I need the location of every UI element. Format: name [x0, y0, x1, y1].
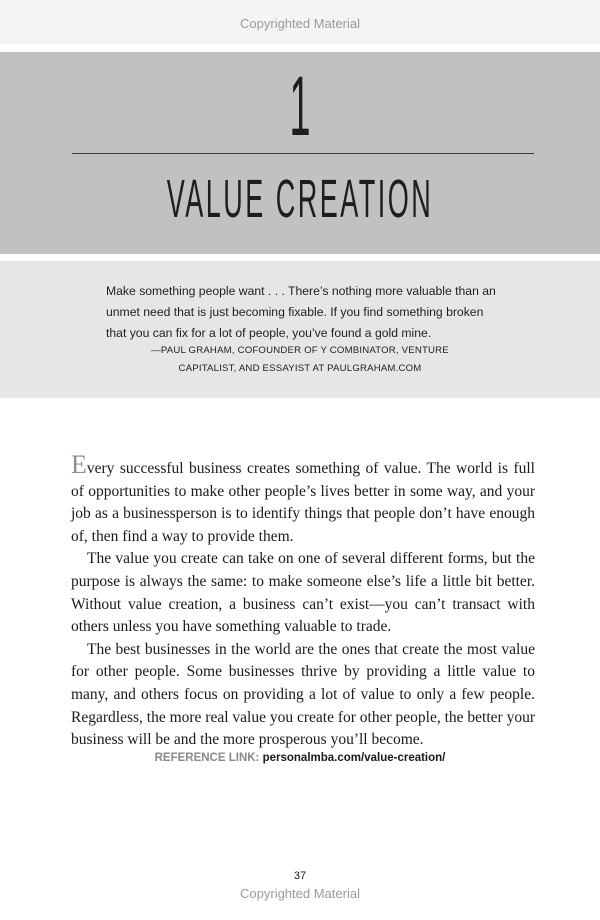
body-text	[71, 450, 535, 752]
attribution-line-1: —PAUL GRAHAM, COFOUNDER OF Y COMBINATOR, VENTURE	[151, 345, 449, 356]
chapter-divider	[72, 153, 534, 154]
paragraph-1-text: very successful business creates something of value. The world is full of opportunities to make other people’s lives better in some way, and your job as a businessperson is to identify things that people don’t have enough of, then find a way to provide them.	[71, 460, 535, 545]
watermark-bottom: Copyrighted Material	[240, 886, 360, 901]
epigraph-box	[0, 261, 600, 398]
paragraph-1	[71, 450, 535, 548]
watermark-top: Copyrighted Material	[240, 16, 360, 31]
paragraph-2: The value you create can take on one of several different forms, but the purpose is always the same: to make someone else’s life a little bit better. Without value creation, a business can’t exist—you can’t transact with others unless you have something valuable to trade.	[71, 550, 535, 636]
chapter-header	[0, 52, 600, 254]
chapter-title: VALUE CREATION	[166, 169, 434, 229]
page-number: 37	[293, 870, 307, 882]
reference-link-url[interactable]: personalmba.com/value-creation/	[262, 752, 446, 764]
attribution-line-2: CAPITALIST, AND ESSAYIST AT PAULGRAHAM.COM	[178, 363, 422, 374]
chapter-number: 1	[289, 59, 311, 153]
drop-cap: E	[71, 450, 87, 479]
epigraph-quote: Make something people want . . . There’s nothing more valuable than an unmet need that is just becoming fixable. If you find something broken that you can fix for a lot of people, you’ve found a gold mine.	[106, 284, 496, 340]
reference-link-label: REFERENCE LINK:	[154, 752, 263, 764]
paragraph-3: The best businesses in the world are the ones that create the most value for other people. Some businesses thrive by providing a little value to many, and others focus on providing a lot of value to only a few people. Regardless, the more real value you create for other people, the better your business will be and the more prosperous you’ll become.	[71, 640, 535, 749]
epigraph-attribution	[140, 342, 460, 378]
reference-link-line	[0, 752, 600, 764]
